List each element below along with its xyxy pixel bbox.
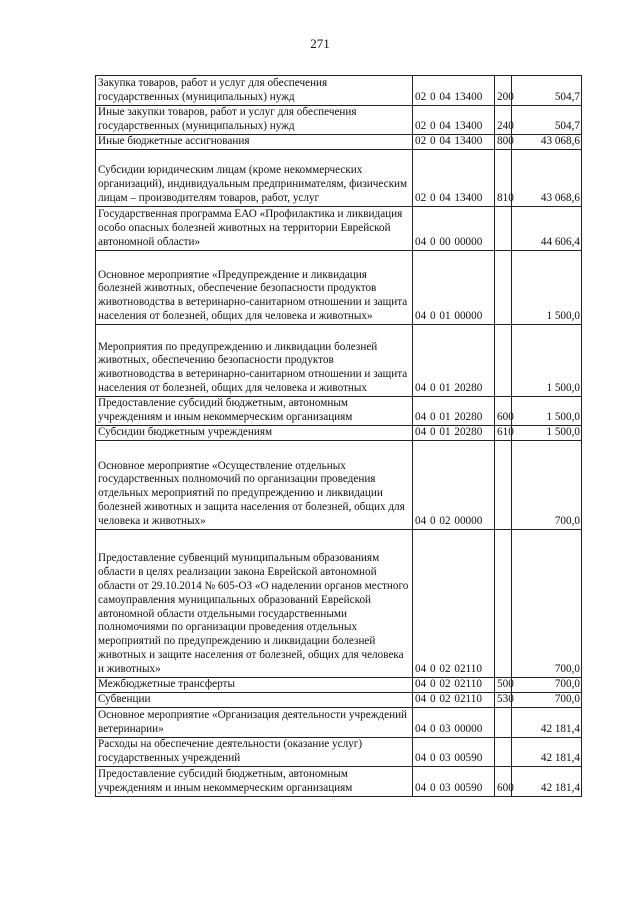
row-name: Иные бюджетные ассигнования	[96, 135, 413, 150]
page-number: 271	[310, 36, 330, 51]
row-name: Закупка товаров, работ и услуг для обеспечения государственных (муниципальных) нужд	[96, 76, 413, 106]
row-code: 04 0 00 00000	[413, 206, 495, 250]
row-name: Мероприятия по предупреждению и ликвидации болезней животных, обеспечению безопасности продуктов животноводства в ветеринарно-санитарном отношении и защита населения от болезней, общих для человека и животных	[96, 324, 413, 396]
row-amount: 43 068,6	[512, 149, 582, 206]
table-row	[96, 766, 582, 796]
row-amount: 700,0	[512, 440, 582, 529]
row-amount: 1 500,0	[512, 396, 582, 425]
table-row	[96, 425, 582, 440]
table-row	[96, 396, 582, 425]
row-amount: 44 606,4	[512, 206, 582, 250]
row-code: 04 0 03 00000	[413, 707, 495, 737]
row-expense-type	[495, 707, 512, 737]
table-row	[96, 440, 582, 529]
row-expense-type	[495, 529, 512, 677]
row-code: 04 0 01 20280	[413, 396, 495, 425]
row-amount: 504,7	[512, 106, 582, 135]
table-row	[96, 677, 582, 692]
row-name: Предоставление субвенций муниципальным образованиям области в целях реализации закона Еврейской автономной области от 29.10.2014 № 605-ОЗ «О наделении органов местного самоуправления муниципальных образований Еврейской автономной области отдельными государственными полномочиями по организации проведения отдельных мероприятий по предупреждению и ликвидации болезней животных и защите населения от болезней, общих для человека и животных»	[96, 529, 413, 677]
row-name: Иные закупки товаров, работ и услуг для обеспечения государственных (муниципальных) нужд	[96, 106, 413, 135]
row-code: 02 0 04 13400	[413, 106, 495, 135]
row-name: Субсидии юридическим лицам (кроме некоммерческих организаций), индивидуальным предпринимателям, физическим лицам – производителям товаров, работ, услуг	[96, 149, 413, 206]
row-code: 04 0 02 00000	[413, 440, 495, 529]
row-expense-type: 600	[495, 766, 512, 796]
row-name: Основное мероприятие «Осуществление отдельных государственных полномочий по организации проведения отдельных мероприятий по предупреждению и ликвидации болезней животных и защита населения от болезней, общих для человека и животных»	[96, 440, 413, 529]
row-code: 02 0 04 13400	[413, 76, 495, 106]
row-expense-type: 600	[495, 396, 512, 425]
row-code: 04 0 02 02110	[413, 692, 495, 707]
table-row	[96, 692, 582, 707]
row-amount: 1 500,0	[512, 425, 582, 440]
row-expense-type	[495, 324, 512, 396]
row-amount: 1 500,0	[512, 324, 582, 396]
row-code: 04 0 01 00000	[413, 250, 495, 324]
row-expense-type: 240	[495, 106, 512, 135]
row-code: 04 0 03 00590	[413, 766, 495, 796]
row-name: Субсидии бюджетным учреждениям	[96, 425, 413, 440]
row-amount: 42 181,4	[512, 737, 582, 766]
row-amount: 700,0	[512, 677, 582, 692]
row-expense-type: 530	[495, 692, 512, 707]
table-row	[96, 206, 582, 250]
row-expense-type: 810	[495, 149, 512, 206]
row-name: Межбюджетные трансферты	[96, 677, 413, 692]
row-name: Субвенции	[96, 692, 413, 707]
row-expense-type	[495, 206, 512, 250]
row-code: 04 0 02 02110	[413, 677, 495, 692]
row-expense-type: 610	[495, 425, 512, 440]
row-code: 02 0 04 13400	[413, 149, 495, 206]
row-amount: 42 181,4	[512, 766, 582, 796]
row-amount: 1 500,0	[512, 250, 582, 324]
table-row	[96, 707, 582, 737]
row-code: 04 0 03 00590	[413, 737, 495, 766]
row-name: Расходы на обеспечение деятельности (оказание услуг) государственных учреждений	[96, 737, 413, 766]
row-code: 02 0 04 13400	[413, 135, 495, 150]
table-row	[96, 737, 582, 766]
table-row	[96, 324, 582, 396]
table-row	[96, 149, 582, 206]
row-name: Основное мероприятие «Организация деятельности учреждений ветеринарии»	[96, 707, 413, 737]
row-amount: 700,0	[512, 692, 582, 707]
table-row	[96, 250, 582, 324]
row-expense-type: 800	[495, 135, 512, 150]
row-expense-type	[495, 737, 512, 766]
row-name: Государственная программа ЕАО «Профилактика и ликвидация особо опасных болезней животных на территории Еврейской автономной области»	[96, 206, 413, 250]
row-amount: 504,7	[512, 76, 582, 106]
table-row	[96, 529, 582, 677]
row-name: Предоставление субсидий бюджетным, автономным учреждениям и иным некоммерческим организациям	[96, 766, 413, 796]
row-amount: 700,0	[512, 529, 582, 677]
row-expense-type: 200	[495, 76, 512, 106]
row-name: Предоставление субсидий бюджетным, автономным учреждениям и иным некоммерческим организациям	[96, 396, 413, 425]
row-expense-type	[495, 440, 512, 529]
row-code: 04 0 01 20280	[413, 324, 495, 396]
budget-table	[95, 75, 582, 797]
table-row	[96, 135, 582, 150]
row-amount: 43 068,6	[512, 135, 582, 150]
row-expense-type	[495, 250, 512, 324]
table-row	[96, 76, 582, 106]
table-row	[96, 106, 582, 135]
row-name: Основное мероприятие «Предупреждение и ликвидация болезней животных, обеспечение безопасности продуктов животноводства в ветеринарно-санитарном отношении и защита населения от болезней, общих для человека и животных»	[96, 250, 413, 324]
row-code: 04 0 01 20280	[413, 425, 495, 440]
row-amount: 42 181,4	[512, 707, 582, 737]
row-code: 04 0 02 02110	[413, 529, 495, 677]
budget-table-body	[96, 76, 582, 797]
row-expense-type: 500	[495, 677, 512, 692]
